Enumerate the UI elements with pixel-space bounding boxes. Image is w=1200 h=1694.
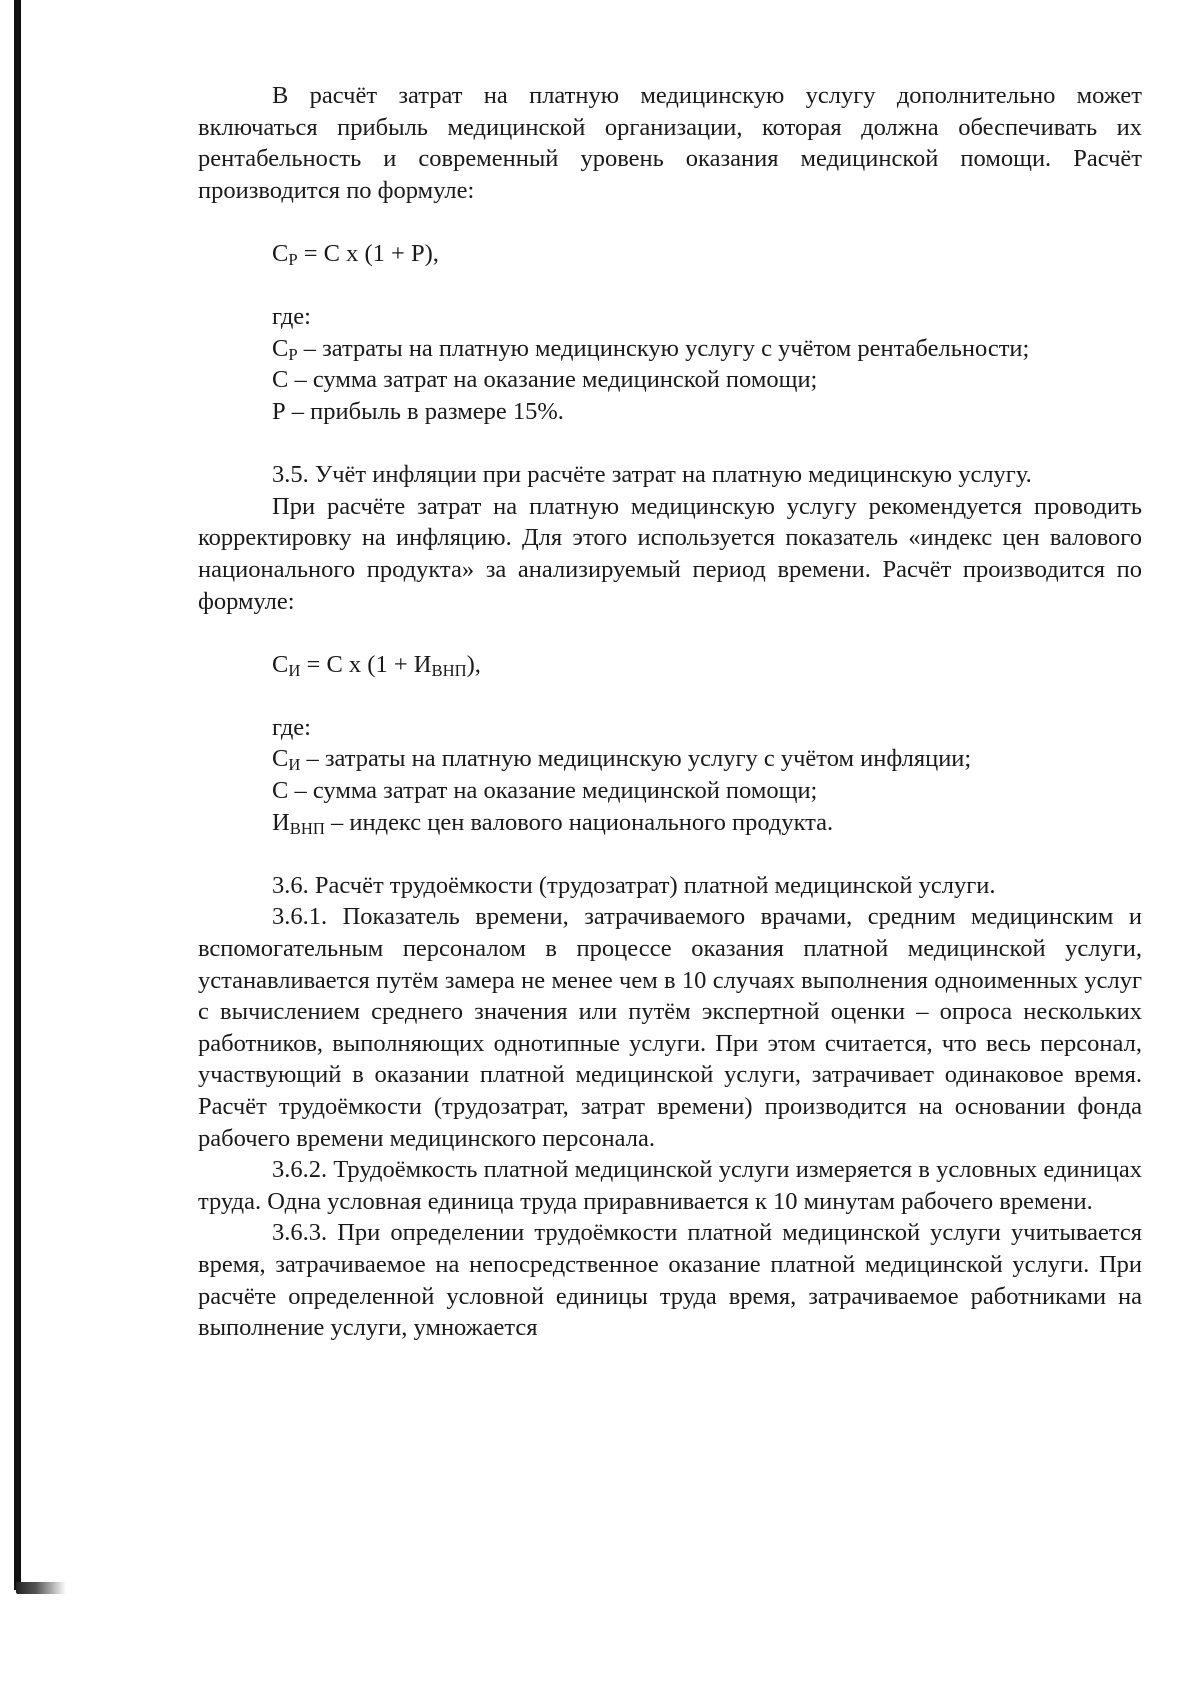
scan-edge-smudge <box>16 1582 66 1594</box>
definition-p: Р – прибыль в размере 15%. <box>272 397 564 425</box>
scan-left-edge <box>14 0 21 1590</box>
definition-ci: $С_И$ – затраты на платную медицинскую услугу с учётом инфляции; <box>272 745 972 775</box>
definition-ivnp: $И_{ВНП}$ – индекс цен валового национального продукта. <box>272 808 834 838</box>
definition-c-1: С – сумма затрат на оказание медицинской помощи; <box>272 366 818 394</box>
section-3-6-title: 3.6. Расчёт трудоёмкости (трудозатрат) платной медицинской услуги. <box>272 871 996 899</box>
section-3-5-body: При расчёте затрат на платную медицинскую услугу рекомендуется проводить корректировку на инфляцию. Для этого используется показатель «индекс цен валового национального продукта» за анализируемый период времени. Расчёт производится по формуле: <box>198 492 1142 615</box>
formula-inflation: $С_И = С$ х $(1 + И_{ВНП})$, <box>272 650 481 680</box>
where-label-1: где: <box>272 303 311 331</box>
definition-c-2: С – сумма затрат на оказание медицинской помощи; <box>272 777 818 805</box>
definition-cp: $С_Р$ – затраты на платную медицинскую услугу с учётом рентабельности; <box>272 334 1030 364</box>
section-3-6-3: 3.6.3. При определении трудоёмкости платной медицинской услуги учитывается время, затрачиваемое на непосредственное оказание платной медицинской услуги. При расчёте определенной условной единицы труда время, затрачиваемое работниками на выполнение услуги, умножается <box>198 1219 1142 1342</box>
section-3-6-2: 3.6.2. Трудоёмкость платной медицинской услуги измеряется в условных единицах труда. Одна условная единица труда приравнивается к 10 минутам рабочего времени. <box>198 1156 1142 1215</box>
section-3-5-title: 3.5. Учёт инфляции при расчёте затрат на платную медицинскую услугу. <box>272 461 1032 489</box>
formula-profit: $С_Р = С$ х (1 + Р), <box>272 239 439 270</box>
document-page <box>198 80 1142 1344</box>
section-3-6-1: 3.6.1. Показатель времени, затрачиваемого врачами, средним медицинским и вспомогательным персоналом в процессе оказания платной медицинской услуги, устанавливается путём замера не менее чем в 10 случаях выполнения одноименных услуг с вычислением среднего значения или путём экспертной оценки – опроса нескольких работников, выполняющих однотипные услуги. При этом считается, что весь персонал, участвующий в оказании платной медицинской услуги, затрачивает одинаковое время. Расчёт трудоёмкости (трудозатрат, затрат времени) производится на основании фонда рабочего времени медицинского персонала. <box>198 903 1142 1152</box>
paragraph-profit: В расчёт затрат на платную медицинскую услугу дополнительно может включаться прибыль медицинской организации, которая должна обеспечивать их рентабельность и современный уровень оказания медицинской помощи. Расчёт производится по формуле: <box>198 82 1142 204</box>
where-label-2: где: <box>272 713 311 741</box>
